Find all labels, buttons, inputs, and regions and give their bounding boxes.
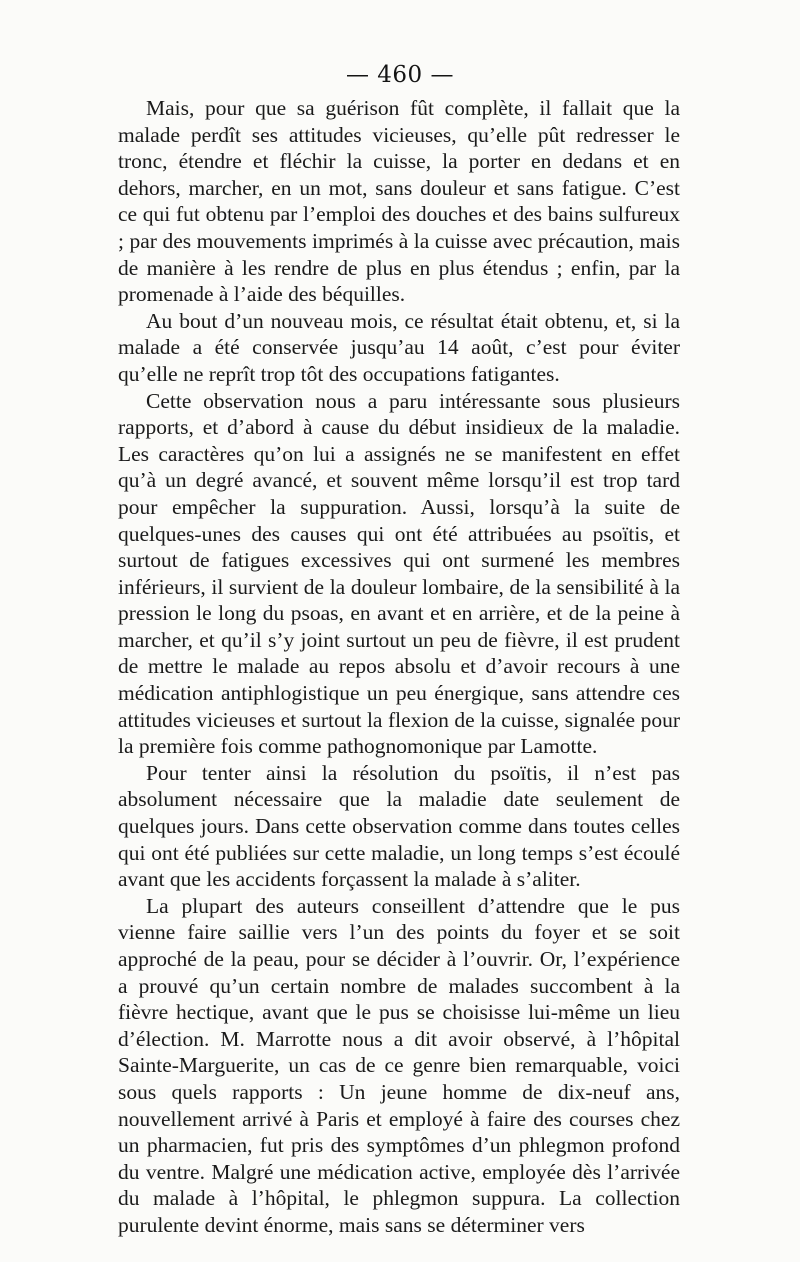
paragraph-4: Pour tenter ainsi la résolution du psoïtis, il n’est pas absolument nécessaire que la maladie date seulement de quelques jours. Dans cette observation comme dans toutes celles qui ont été publiées sur cette maladie, un long temps s’est écoulé avant que les accidents forçassent la malade à s’aliter. bbox=[118, 760, 680, 892]
body-text bbox=[118, 95, 680, 1239]
paragraph-5: La plupart des auteurs conseillent d’attendre que le pus vienne faire saillie vers l’un des points du foyer et se soit approché de la peau, pour se décider à l’ouvrir. Or, l’expérience a prouvé qu’un certain nombre de malades succombent à la fièvre hectique, avant que le pus se choisisse lui-même un lieu d’élection. M. Marrotte nous a dit avoir observé, à l’hôpital Sainte-Marguerite, un cas de ce genre bien remarquable, voici sous quels rapports : Un jeune homme de dix-neuf ans, nouvellement arrivé à Paris et employé à faire des courses chez un pharmacien, fut pris des symptômes d’un phlegmon profond du ventre. Malgré une médication active, employée dès l’arrivée du malade à l’hôpital, le phlegmon suppura. La collection purulente devint énorme, mais sans se déterminer vers bbox=[118, 893, 680, 1237]
paragraph-1: Mais, pour que sa guérison fût complète, il fallait que la malade perdît ses attitudes vicieuses, qu’elle pût redresser le tronc, étendre et fléchir la cuisse, la porter en dedans et en dehors, marcher, en un mot, sans douleur et sans fatigue. C’est ce qui fut obtenu par l’emploi des douches et des bains sulfureux ; par des mouvements imprimés à la cuisse avec précaution, mais de manière à les rendre de plus en plus étendus ; enfin, par la promenade à l’aide des béquilles. bbox=[118, 96, 680, 307]
paragraph-2: Au bout d’un nouveau mois, ce résultat était obtenu, et, si la malade a été conservée jusqu’au 14 août, c’est pour éviter qu’elle ne reprît trop tôt des occupations fatigantes. bbox=[118, 308, 680, 386]
paragraph-3: Cette observation nous a paru intéressante sous plusieurs rapports, et d’abord à cause du début insidieux de la maladie. Les caractères qu’on lui a assignés ne se manifestent en effet qu’à un degré avancé, et souvent même lorsqu’il est trop tard pour empêcher la suppuration. Aussi, lorsqu’à la suite de quelques-unes des causes qui ont été attribuées au psoïtis, et surtout de fatigues excessives qui ont surmené les membres inférieurs, il survient de la douleur lombaire, de la sensibilité à la pression le long du psoas, en avant et en arrière, et de la peine à marcher, et qu’il s’y joint surtout un peu de fièvre, il est prudent de mettre le malade au repos absolu et d’avoir recours à une médication antiphlogistique un peu énergique, sans attendre ces attitudes vicieuses et surtout la flexion de la cuisse, signalée pour la première fois comme pathognomonique par Lamotte. bbox=[118, 388, 680, 759]
page-number: — 460 — bbox=[345, 62, 455, 88]
